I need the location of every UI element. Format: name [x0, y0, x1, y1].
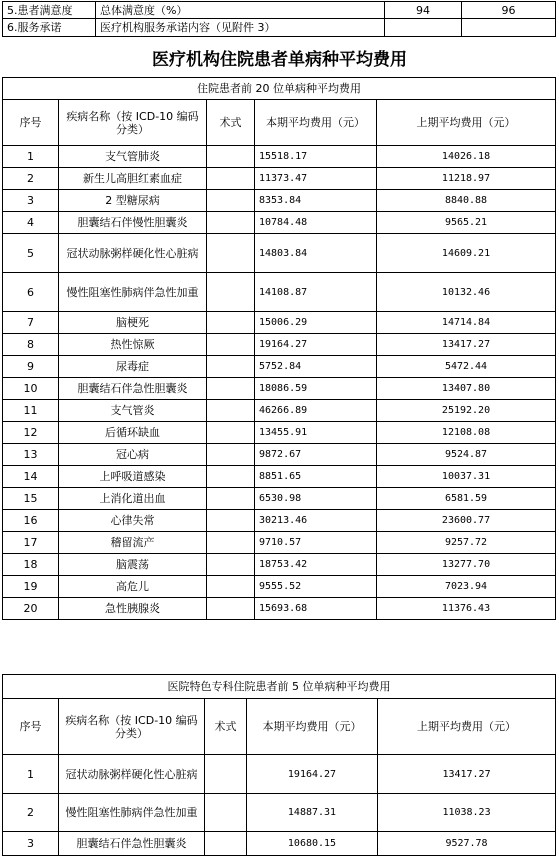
previous-cost: 10037.31 — [377, 466, 556, 488]
table-row — [3, 422, 556, 444]
current-cost: 9710.57 — [255, 532, 377, 554]
table-header-row — [3, 100, 556, 146]
previous-cost: 12108.08 — [377, 422, 556, 444]
header-previous: 上期平均费用（元） — [378, 699, 556, 755]
row-seq: 4 — [3, 212, 59, 234]
disease-name: 高危儿 — [59, 576, 207, 598]
previous-cost: 7023.94 — [377, 576, 556, 598]
disease-name: 2 型糖尿病 — [59, 190, 207, 212]
surgery-cell — [205, 755, 247, 794]
previous-cost: 14714.84 — [377, 312, 556, 334]
satisfaction-table — [2, 1, 556, 37]
current-cost: 14803.84 — [255, 234, 377, 273]
table-row — [3, 400, 556, 422]
row-seq: 11 — [3, 400, 59, 422]
current-cost: 8353.84 — [255, 190, 377, 212]
previous-cost: 6581.59 — [377, 488, 556, 510]
header-seq: 序号 — [3, 100, 59, 146]
disease-name: 冠状动脉粥样硬化性心脏病 — [59, 234, 207, 273]
top20-cost-table — [2, 77, 556, 620]
row-label: 5.患者满意度 — [3, 2, 96, 19]
previous-cost: 9527.78 — [378, 832, 556, 856]
table-row — [3, 356, 556, 378]
previous-cost: 13277.70 — [377, 554, 556, 576]
disease-name: 上呼吸道感染 — [59, 466, 207, 488]
row-seq: 9 — [3, 356, 59, 378]
table-row — [3, 510, 556, 532]
previous-cost: 5472.44 — [377, 356, 556, 378]
disease-name: 慢性阻塞性肺病伴急性加重 — [59, 273, 207, 312]
disease-name: 尿毒症 — [59, 356, 207, 378]
surgery-cell — [205, 794, 247, 832]
current-cost: 8851.65 — [255, 466, 377, 488]
surgery-cell — [207, 190, 255, 212]
current-cost: 15006.29 — [255, 312, 377, 334]
disease-name: 心律失常 — [59, 510, 207, 532]
table-caption: 住院患者前 20 位单病种平均费用 — [3, 78, 556, 100]
row-seq: 8 — [3, 334, 59, 356]
disease-name: 冠心病 — [59, 444, 207, 466]
table-row — [3, 2, 556, 19]
header-disease: 疾病名称（按 ICD-10 编码分类） — [59, 699, 205, 755]
previous-cost: 9257.72 — [377, 532, 556, 554]
row-seq: 18 — [3, 554, 59, 576]
disease-name: 冠状动脉粥样硬化性心脏病 — [59, 755, 205, 794]
page-title: 医疗机构住院患者单病种平均费用 — [152, 50, 407, 70]
disease-name: 后循环缺血 — [59, 422, 207, 444]
table-caption-row — [3, 675, 556, 699]
previous-cost: 8840.88 — [377, 190, 556, 212]
row-value: 96 — [462, 2, 556, 19]
surgery-cell — [207, 422, 255, 444]
row-seq: 2 — [3, 794, 59, 832]
surgery-cell — [207, 234, 255, 273]
disease-name: 支气管炎 — [59, 400, 207, 422]
surgery-cell — [207, 598, 255, 620]
row-seq: 15 — [3, 488, 59, 510]
current-cost: 5752.84 — [255, 356, 377, 378]
disease-name: 脑震荡 — [59, 554, 207, 576]
table-row — [3, 576, 556, 598]
row-seq: 3 — [3, 832, 59, 856]
previous-cost: 14609.21 — [377, 234, 556, 273]
row-value: 94 — [385, 2, 462, 19]
surgery-cell — [207, 356, 255, 378]
row-value — [462, 19, 556, 37]
header-surgery: 术式 — [205, 699, 247, 755]
surgery-cell — [207, 273, 255, 312]
surgery-cell — [207, 312, 255, 334]
disease-name: 新生儿高胆红素血症 — [59, 168, 207, 190]
current-cost: 46266.89 — [255, 400, 377, 422]
row-seq: 20 — [3, 598, 59, 620]
surgery-cell — [207, 510, 255, 532]
table-row — [3, 146, 556, 168]
row-seq: 14 — [3, 466, 59, 488]
table-row — [3, 212, 556, 234]
header-previous: 上期平均费用（元） — [377, 100, 556, 146]
table-row — [3, 312, 556, 334]
disease-name: 支气管肺炎 — [59, 146, 207, 168]
surgery-cell — [207, 576, 255, 598]
previous-cost: 23600.77 — [377, 510, 556, 532]
disease-name: 脑梗死 — [59, 312, 207, 334]
current-cost: 14887.31 — [247, 794, 378, 832]
previous-cost: 11376.43 — [377, 598, 556, 620]
surgery-cell — [207, 212, 255, 234]
table-row — [3, 168, 556, 190]
current-cost: 30213.46 — [255, 510, 377, 532]
current-cost: 18086.59 — [255, 378, 377, 400]
row-seq: 16 — [3, 510, 59, 532]
table-row — [3, 444, 556, 466]
disease-name: 稽留流产 — [59, 532, 207, 554]
current-cost: 6530.98 — [255, 488, 377, 510]
specialty-cost-table — [2, 674, 556, 856]
current-cost: 9555.52 — [255, 576, 377, 598]
row-seq: 1 — [3, 755, 59, 794]
surgery-cell — [207, 554, 255, 576]
table-row — [3, 234, 556, 273]
current-cost: 15518.17 — [255, 146, 377, 168]
current-cost: 9872.67 — [255, 444, 377, 466]
table-row — [3, 378, 556, 400]
previous-cost: 9565.21 — [377, 212, 556, 234]
row-seq: 5 — [3, 234, 59, 273]
row-seq: 17 — [3, 532, 59, 554]
surgery-cell — [207, 488, 255, 510]
disease-name: 胆囊结石伴急性胆囊炎 — [59, 832, 205, 856]
disease-name: 上消化道出血 — [59, 488, 207, 510]
header-surgery: 术式 — [207, 100, 255, 146]
row-seq: 13 — [3, 444, 59, 466]
current-cost: 13455.91 — [255, 422, 377, 444]
surgery-cell — [207, 334, 255, 356]
previous-cost: 13417.27 — [378, 755, 556, 794]
header-seq: 序号 — [3, 699, 59, 755]
current-cost: 18753.42 — [255, 554, 377, 576]
current-cost: 19164.27 — [247, 755, 378, 794]
row-label: 6.服务承诺 — [3, 19, 96, 37]
surgery-cell — [207, 466, 255, 488]
table-row — [3, 554, 556, 576]
table-row — [3, 532, 556, 554]
surgery-cell — [207, 444, 255, 466]
surgery-cell — [207, 400, 255, 422]
table-row — [3, 488, 556, 510]
table-row — [3, 794, 556, 832]
table-row — [3, 466, 556, 488]
current-cost: 11373.47 — [255, 168, 377, 190]
row-seq: 6 — [3, 273, 59, 312]
table-row — [3, 598, 556, 620]
table-row — [3, 19, 556, 37]
current-cost: 15693.68 — [255, 598, 377, 620]
row-seq: 7 — [3, 312, 59, 334]
header-current: 本期平均费用（元） — [255, 100, 377, 146]
table-row — [3, 273, 556, 312]
current-cost: 10784.48 — [255, 212, 377, 234]
current-cost: 10680.15 — [247, 832, 378, 856]
previous-cost: 13407.80 — [377, 378, 556, 400]
table-row — [3, 755, 556, 794]
surgery-cell — [205, 832, 247, 856]
disease-name: 热性惊厥 — [59, 334, 207, 356]
previous-cost: 11218.97 — [377, 168, 556, 190]
previous-cost: 13417.27 — [377, 334, 556, 356]
surgery-cell — [207, 146, 255, 168]
header-current: 本期平均费用（元） — [247, 699, 378, 755]
table-row — [3, 832, 556, 856]
disease-name: 胆囊结石伴慢性胆囊炎 — [59, 212, 207, 234]
row-item: 医疗机构服务承诺内容（见附件 3） — [96, 19, 385, 37]
row-seq: 2 — [3, 168, 59, 190]
current-cost: 14108.87 — [255, 273, 377, 312]
table-caption: 医院特色专科住院患者前 5 位单病种平均费用 — [3, 675, 556, 699]
surgery-cell — [207, 168, 255, 190]
row-item: 总体满意度（%） — [96, 2, 385, 19]
table-header-row — [3, 699, 556, 755]
previous-cost: 10132.46 — [377, 273, 556, 312]
surgery-cell — [207, 378, 255, 400]
header-disease: 疾病名称（按 ICD-10 编码分类） — [59, 100, 207, 146]
row-value — [385, 19, 462, 37]
disease-name: 急性胰腺炎 — [59, 598, 207, 620]
row-seq: 12 — [3, 422, 59, 444]
row-seq: 10 — [3, 378, 59, 400]
row-seq: 19 — [3, 576, 59, 598]
table-caption-row — [3, 78, 556, 100]
current-cost: 19164.27 — [255, 334, 377, 356]
previous-cost: 11038.23 — [378, 794, 556, 832]
table-row — [3, 190, 556, 212]
previous-cost: 14026.18 — [377, 146, 556, 168]
row-seq: 3 — [3, 190, 59, 212]
disease-name: 胆囊结石伴急性胆囊炎 — [59, 378, 207, 400]
previous-cost: 9524.87 — [377, 444, 556, 466]
disease-name: 慢性阻塞性肺病伴急性加重 — [59, 794, 205, 832]
surgery-cell — [207, 532, 255, 554]
table-row — [3, 334, 556, 356]
row-seq: 1 — [3, 146, 59, 168]
previous-cost: 25192.20 — [377, 400, 556, 422]
